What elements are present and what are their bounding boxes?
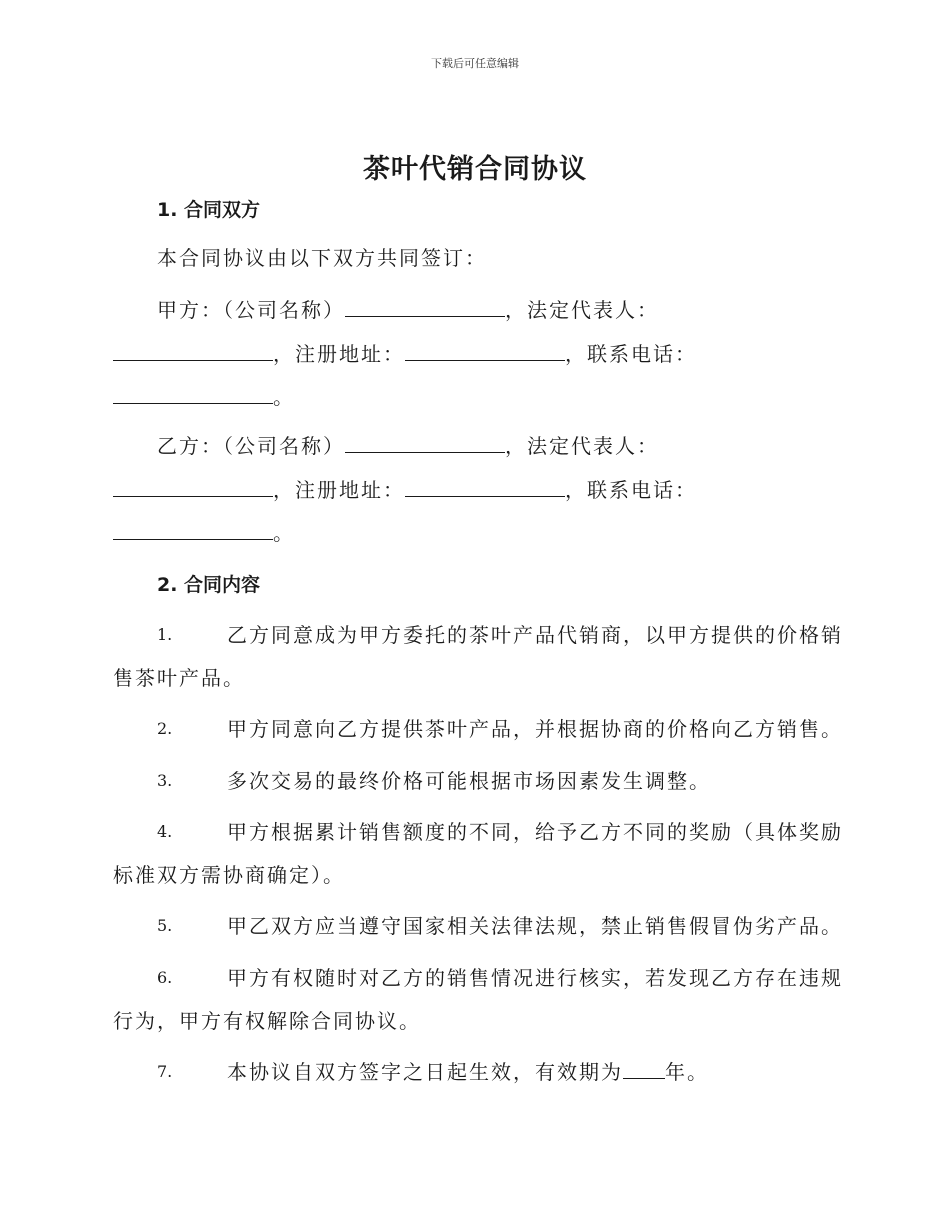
item-7-number: 7. [157,1062,173,1081]
item-7-line1 [227,1059,709,1085]
item-4-line2: 标准双方需协商确定）。 [113,863,345,887]
item-7-text-post: 年。 [665,1060,709,1084]
party-a-line1 [157,297,659,323]
party-a-phone-blank [113,385,273,404]
party-b-rep-blank [113,478,273,497]
item-6-line1: 甲方有权随时对乙方的销售情况进行核实，若发现乙方存在违规 [227,966,843,990]
party-b-rep-label: ，法定代表人： [505,434,659,458]
header-note: 下载后可任意编辑 [431,57,519,70]
party-a-addr-label: ，注册地址： [273,342,405,366]
party-b-addr-blank [405,478,565,497]
item-3-line1: 多次交易的最终价格可能根据市场因素发生调整。 [227,769,711,793]
party-a-line3 [113,384,295,410]
party-b-addr-label: ，注册地址： [273,478,405,502]
party-a-rep-blank [113,342,273,361]
item-1-line1: 乙方同意成为甲方委托的茶叶产品代销商，以甲方提供的价格销 [227,623,843,647]
party-b-line2 [113,477,697,503]
document-title: 茶叶代销合同协议 [363,154,587,185]
section1-heading: 1. 合同双方 [157,199,261,221]
party-b-end: 。 [273,521,295,545]
party-b-line1 [157,433,659,459]
item-6-line2: 行为，甲方有权解除合同协议。 [113,1009,421,1033]
party-b-label: 乙方：（公司名称） [157,434,345,458]
party-b-phone-label: ，联系电话： [565,478,697,502]
item-5-number: 5. [157,916,173,935]
item-4-number: 4. [157,822,173,841]
party-a-rep-label: ，法定代表人： [505,298,659,322]
section1-intro: 本合同协议由以下双方共同签订： [157,246,487,270]
party-a-phone-label: ，联系电话： [565,342,697,366]
item-6-number: 6. [157,968,173,987]
item-2-number: 2. [157,719,173,738]
item-5-line1: 甲乙双方应当遵守国家相关法律法规，禁止销售假冒伪劣产品。 [227,914,843,938]
item-2-line1: 甲方同意向乙方提供茶叶产品，并根据协商的价格向乙方销售。 [227,717,843,741]
section2-heading: 2. 合同内容 [157,574,261,596]
validity-years-blank [623,1060,665,1079]
party-a-addr-blank [405,342,565,361]
item-7-text-pre: 本协议自双方签字之日起生效，有效期为 [227,1060,623,1084]
party-a-label: 甲方：（公司名称） [157,298,345,322]
party-a-line2 [113,341,697,367]
item-3-number: 3. [157,771,173,790]
item-4-line1: 甲方根据累计销售额度的不同，给予乙方不同的奖励（具体奖励 [227,820,843,844]
item-1-number: 1. [157,625,173,644]
item-1-line2: 售茶叶产品。 [113,666,245,690]
party-b-line3 [113,520,295,546]
party-a-end: 。 [273,385,295,409]
party-a-name-blank [345,298,505,317]
party-b-name-blank [345,434,505,453]
party-b-phone-blank [113,521,273,540]
